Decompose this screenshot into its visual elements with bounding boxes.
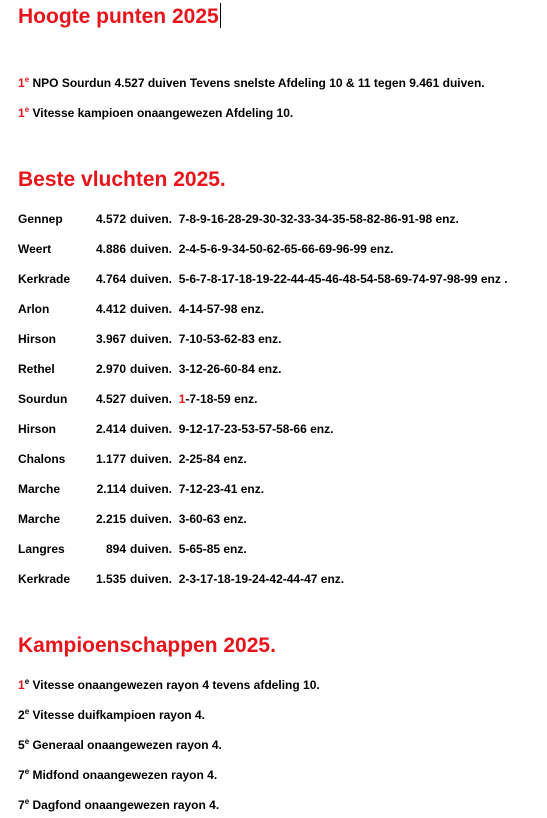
- championship-rank-suffix: e: [24, 677, 30, 686]
- flight-unit: duiven.: [130, 272, 173, 286]
- flight-unit: duiven.: [130, 422, 173, 436]
- championship-rank: 7: [18, 768, 25, 782]
- championship-rank: 7: [18, 798, 25, 812]
- flight-unit: duiven.: [130, 512, 173, 526]
- highlight-text: NPO Sourdun 4.527 duiven Tevens snelste Afdeling 10 & 11 tegen 9.461 duiven.: [29, 76, 485, 90]
- championship-item: [18, 707, 205, 723]
- championship-text: Vitesse onaangewezen rayon 4 tevens afdeling 10.: [29, 678, 320, 692]
- flight-positions: -7-18-59 enz.: [185, 392, 258, 406]
- championship-rank-suffix: e: [24, 767, 30, 776]
- flight-count: 2.215: [95, 512, 126, 526]
- flight-row: [18, 481, 264, 497]
- flight-count: 2.414: [95, 422, 126, 436]
- flight-row: [18, 541, 247, 557]
- flight-positions: 7-12-23-41 enz.: [178, 482, 265, 496]
- championship-rank: 1: [18, 678, 25, 692]
- flight-city: Marche: [18, 512, 61, 526]
- championship-text: Dagfond onaangewezen rayon 4.: [29, 798, 220, 812]
- flight-row: [18, 271, 508, 287]
- championship-rank: 2: [18, 708, 25, 722]
- flight-positions: 2-3-17-18-19-24-42-44-47 enz.: [178, 572, 345, 586]
- highlight-item: [18, 105, 293, 121]
- flight-count: 4.886: [95, 242, 126, 256]
- flight-city: Weert: [18, 242, 52, 256]
- highlight-rank-suffix: e: [24, 75, 30, 84]
- championships-title: Kampioenschappen 2025.: [18, 634, 276, 657]
- highlight-rank: 1: [18, 76, 25, 90]
- flight-row: [18, 211, 459, 227]
- flight-row: [18, 421, 333, 437]
- championship-rank-suffix: e: [24, 707, 30, 716]
- text-cursor: [220, 3, 221, 28]
- flight-positions: 2-25-84 enz.: [178, 452, 247, 466]
- championship-text: Midfond onaangewezen rayon 4.: [29, 768, 218, 782]
- flight-row: [18, 571, 344, 587]
- flight-count: 4.527: [95, 392, 126, 406]
- flight-unit: duiven.: [130, 542, 173, 556]
- flight-city: Hirson: [18, 332, 57, 346]
- flight-positions: 7-10-53-62-83 enz.: [178, 332, 282, 346]
- championship-text: Vitesse duifkampioen rayon 4.: [29, 708, 205, 722]
- flight-row: [18, 451, 247, 467]
- highlights-title: [18, 3, 221, 29]
- flight-city: Langres: [18, 542, 65, 556]
- flight-unit: duiven.: [130, 212, 173, 226]
- flight-count: 1.535: [95, 572, 126, 586]
- championship-item: [18, 767, 217, 783]
- championship-rank-suffix: e: [24, 737, 30, 746]
- highlight-rank: 1: [18, 106, 25, 120]
- flight-row: [18, 301, 264, 317]
- flight-row: [18, 361, 281, 377]
- championship-rank-suffix: e: [24, 797, 30, 806]
- flights-title: Beste vluchten 2025.: [18, 168, 226, 191]
- flight-unit: duiven.: [130, 362, 173, 376]
- flight-positions: 5-65-85 enz.: [178, 542, 247, 556]
- flight-count: 3.967: [95, 332, 126, 346]
- flight-city: Kerkrade: [18, 572, 71, 586]
- championship-text: Generaal onaangewezen rayon 4.: [29, 738, 222, 752]
- flight-positions: 3-12-26-60-84 enz.: [178, 362, 282, 376]
- flight-positions: 7-8-9-16-28-29-30-32-33-34-35-58-82-86-91-98 enz.: [178, 212, 459, 226]
- flight-first-place: 1: [178, 392, 186, 406]
- championship-rank: 5: [18, 738, 25, 752]
- flight-city: Kerkrade: [18, 272, 71, 286]
- flight-unit: duiven.: [130, 572, 173, 586]
- flight-city: Chalons: [18, 452, 66, 466]
- flight-positions: 3-60-63 enz.: [178, 512, 247, 526]
- flight-unit: duiven.: [130, 302, 173, 316]
- flight-city: Sourdun: [18, 392, 68, 406]
- flight-row: [18, 241, 393, 257]
- championship-item: [18, 677, 320, 693]
- flight-city: Arlon: [18, 302, 50, 316]
- flight-unit: duiven.: [130, 452, 173, 466]
- flight-count: 4.412: [95, 302, 126, 316]
- highlights-title-text: Hoogte punten 2025: [18, 5, 219, 28]
- highlight-rank-suffix: e: [24, 105, 30, 114]
- flight-positions: 5-6-7-8-17-18-19-22-44-45-46-48-54-58-69-74-97-98-99 enz .: [178, 272, 508, 286]
- highlight-item: [18, 75, 485, 91]
- championship-item: [18, 737, 222, 753]
- flight-city: Marche: [18, 482, 61, 496]
- flight-unit: duiven.: [130, 482, 173, 496]
- flight-count: 894: [105, 542, 126, 556]
- flight-count: 4.764: [95, 272, 126, 286]
- flight-unit: duiven.: [130, 332, 173, 346]
- flight-positions: 2-4-5-6-9-34-50-62-65-66-69-96-99 enz.: [178, 242, 394, 256]
- highlight-text: Vitesse kampioen onaangewezen Afdeling 10.: [29, 106, 294, 120]
- flight-count: 2.970: [95, 362, 126, 376]
- flight-positions: 4-14-57-98 enz.: [178, 302, 265, 316]
- flight-count: 2.114: [96, 482, 126, 496]
- flight-count: 4.572: [95, 212, 126, 226]
- championship-item: [18, 797, 219, 813]
- flight-unit: duiven.: [130, 392, 173, 406]
- flight-positions: 9-12-17-23-53-57-58-66 enz.: [178, 422, 334, 436]
- flight-unit: duiven.: [130, 242, 173, 256]
- flight-city: Gennep: [18, 212, 63, 226]
- flight-row: [18, 391, 257, 407]
- flight-row: [18, 511, 247, 527]
- flight-city: Rethel: [18, 362, 55, 376]
- flight-city: Hirson: [18, 422, 57, 436]
- flight-row: [18, 331, 281, 347]
- flight-count: 1.177: [95, 452, 126, 466]
